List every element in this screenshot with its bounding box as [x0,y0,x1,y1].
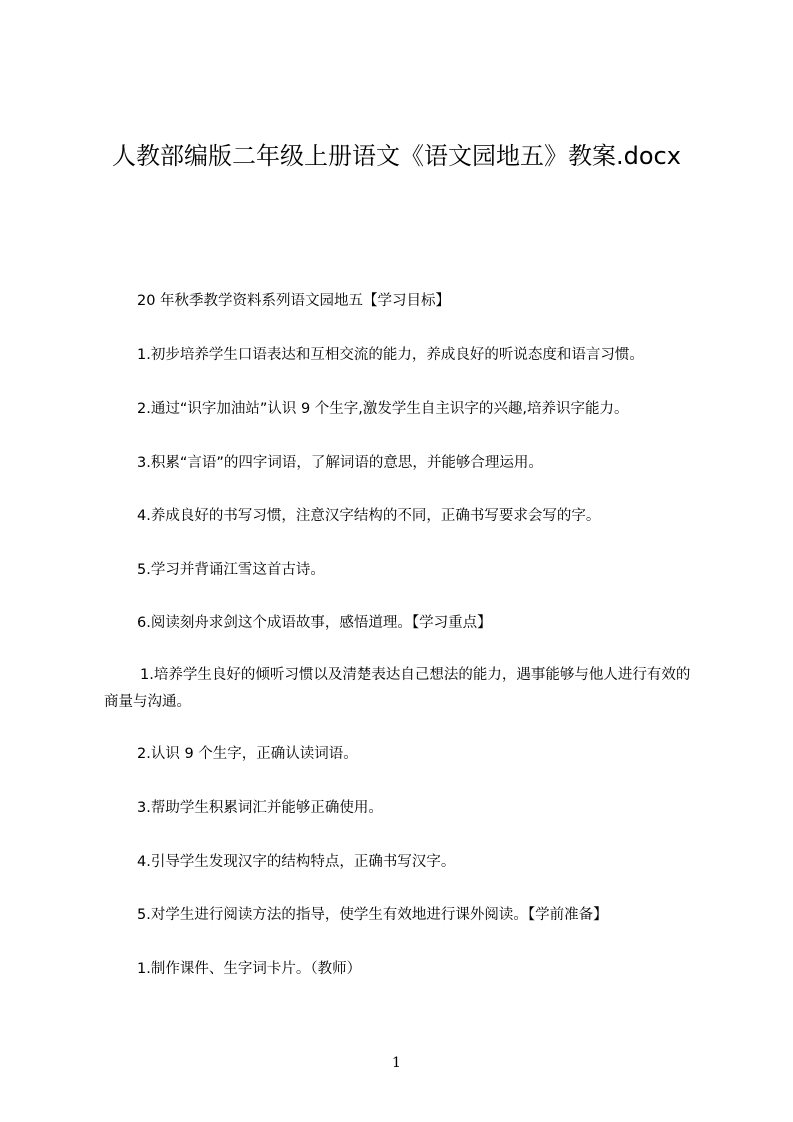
page-number: 1 [392,1055,401,1071]
paragraph-goal-6: 6.阅读刻舟求剑这个成语故事，感悟道理。【学习重点】 [137,615,492,631]
paragraph-goal-1: 1.初步培养学生口语表达和互相交流的能力，养成良好的听说态度和语言习惯。 [137,347,644,363]
paragraph-goal-4: 4.养成良好的书写习惯，注意汉字结构的不同，正确书写要求会写的字。 [137,508,601,524]
paragraph-prep-1: 1.制作课件、生字词卡片。（教师） [137,961,362,977]
paragraph-key-4: 4.引导学生发现汉字的结构特点，正确书写汉字。 [137,854,456,870]
paragraph-key-2: 2.认识 9 个生字，正确认读词语。 [137,746,358,762]
paragraph-goal-3: 3.积累“言语”的四字词语，了解词语的意思，并能够合理运用。 [137,455,543,471]
paragraph-key-1: 1.培养学生良好的倾听习惯以及清楚表达自己想法的能力，遇事能够与他人进行有效的商量与沟通。 [104,667,691,710]
paragraph-key-5: 5.对学生进行阅读方法的指导，使学生有效地进行课外阅读。【学前准备】 [137,907,608,923]
document-title: 人教部编版二年级上册语文《语文园地五》教案.docx [112,142,681,170]
paragraph-goal-2: 2.通过“识字加油站”认识 9 个生字,激发学生自主识字的兴趣,培养识字能力。 [137,401,629,417]
paragraph-key-3: 3.帮助学生积累词汇并能够正确使用。 [137,800,383,816]
paragraph-intro: 20 年秋季教学资料系列语文园地五【学习目标】 [137,293,451,309]
paragraph-goal-5: 5.学习并背诵江雪这首古诗。 [137,562,325,578]
